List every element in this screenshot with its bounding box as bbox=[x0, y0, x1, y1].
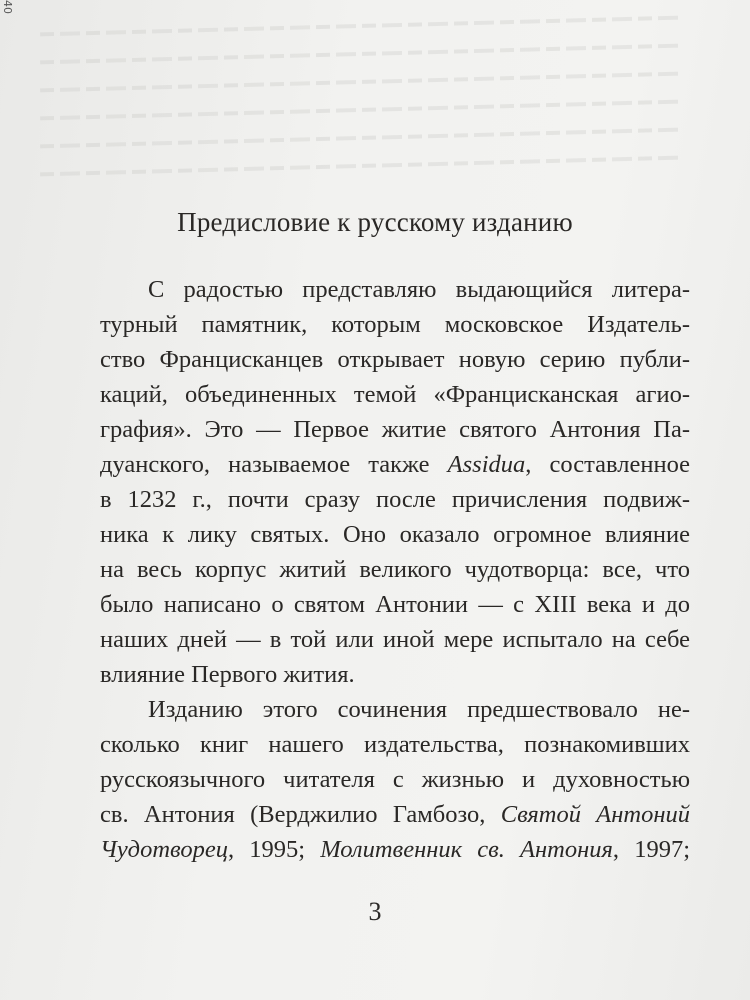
text-line: на весь корпус житий великого чудотворца: все, что bbox=[100, 556, 690, 583]
text-line: влияние Первого жития. bbox=[100, 661, 355, 688]
corner-mark: 40 bbox=[1, 0, 14, 14]
text-line-italic-term: дуанского, называемое также Assidua, составленное bbox=[100, 451, 690, 478]
text-line: ника к лику святых. Оно оказало огромное влияние bbox=[100, 521, 690, 548]
text-line: русскоязычного читателя с жизнью и духовностью bbox=[100, 766, 690, 793]
bleed-through-text bbox=[40, 0, 680, 190]
page-number: 3 bbox=[368, 897, 382, 926]
text-line: Изданию этого сочинения предшествовало не- bbox=[148, 696, 690, 723]
text-line: наших дней — в той или иной мере испытало на себе bbox=[100, 626, 690, 653]
page-title: Предисловие к русскому изданию bbox=[177, 207, 573, 237]
text-line-italic-title: Чудотворец, 1995; Молитвенник св. Антония, 1997; bbox=[100, 836, 690, 863]
text-line: каций, объединенных темой «Францисканская агио- bbox=[100, 381, 690, 408]
text-line: ство Францисканцев открывает новую серию публи- bbox=[100, 346, 690, 373]
text-line: сколько книг нашего издательства, познакомивших bbox=[100, 731, 690, 758]
text-line: в 1232 г., почти сразу после причисления подвиж- bbox=[100, 486, 690, 513]
text-line: турный памятник, которым московское Издатель- bbox=[100, 311, 690, 338]
text-line: С радостью представляю выдающийся литера- bbox=[148, 276, 690, 303]
text-line: графия». Это — Первое житие святого Антония Па- bbox=[100, 416, 690, 443]
text-line: было написано о святом Антонии — с XIII века и до bbox=[100, 591, 690, 618]
text-line-italic-title: св. Антония (Верджилио Гамбозо, Святой Антоний bbox=[100, 801, 691, 828]
